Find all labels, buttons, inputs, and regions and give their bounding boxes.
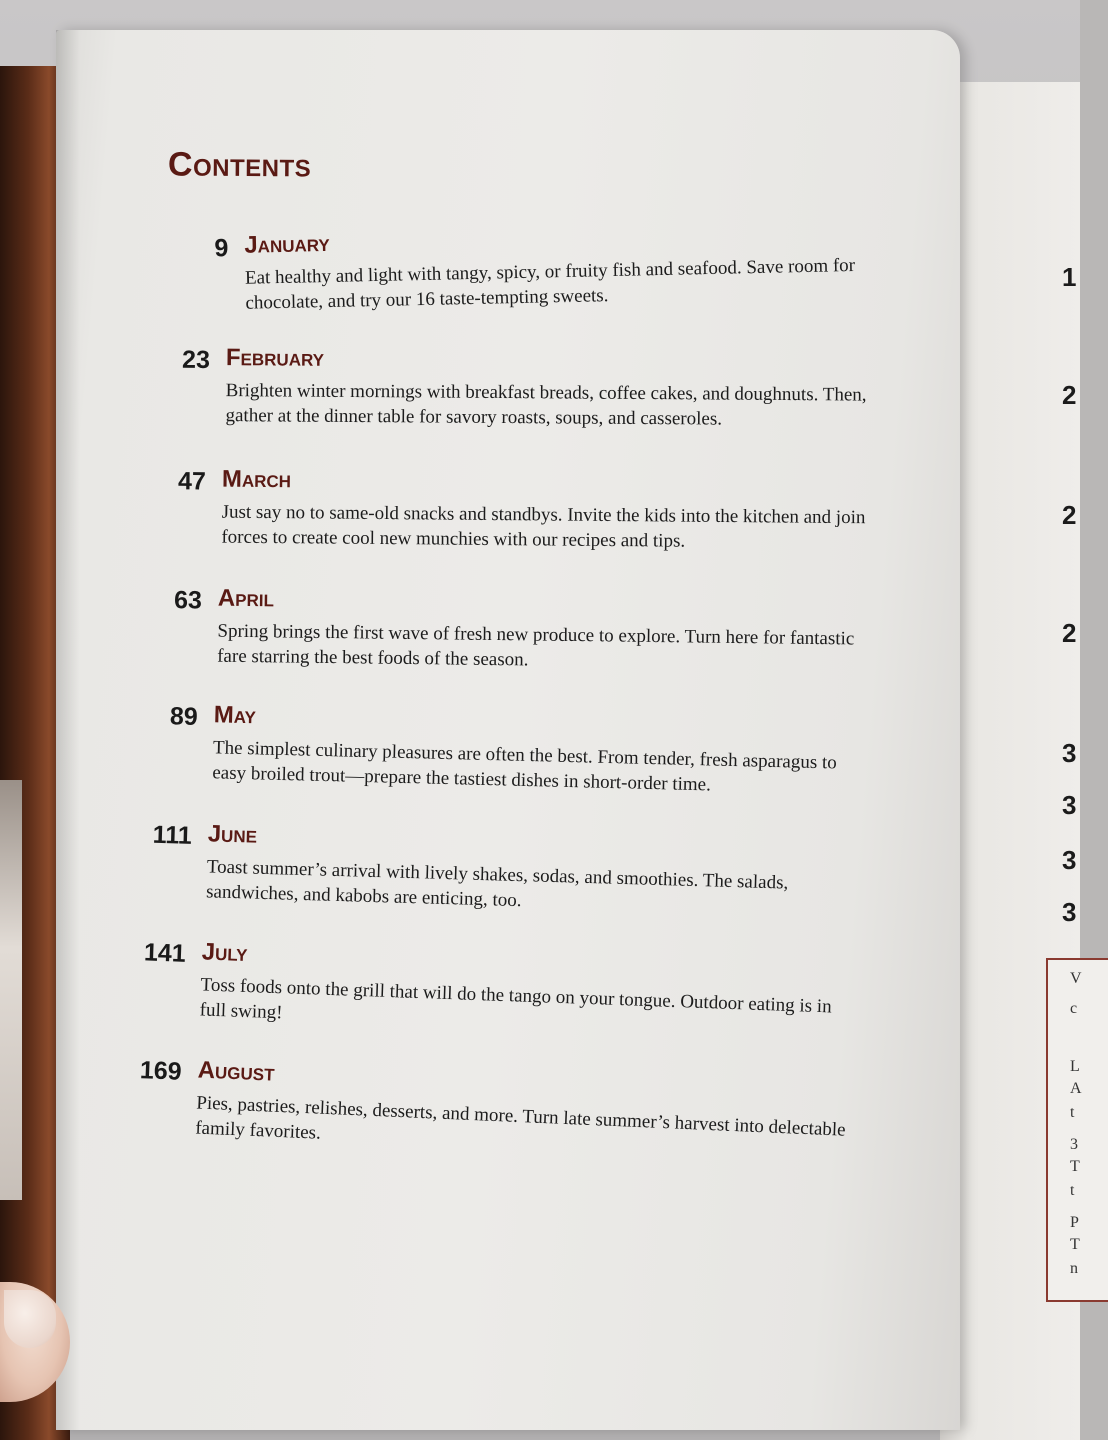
toc-description: Toss foods onto the grill that will do the tango on your tongue. Outdoor eating is in full swing! xyxy=(199,974,833,1024)
toc-month: March xyxy=(221,465,292,494)
sidebar-letter: A xyxy=(1070,1080,1082,1097)
sidebar-letter: 3 xyxy=(1070,1136,1078,1153)
toc-description: Just say no to same-old snacks and standbys. Invite the kids into the kitchen and join forces to create cool new munchies with our recipes and tips. xyxy=(221,501,866,552)
thumbnail xyxy=(4,1290,56,1348)
toc-page-number: 141 xyxy=(143,938,187,968)
right-page-number: 1 xyxy=(1062,262,1077,292)
toc-entry-august xyxy=(122,1055,846,1144)
toc-month: July xyxy=(201,938,249,968)
right-page-number: 2 xyxy=(1062,500,1077,530)
toc-page-number: 9 xyxy=(214,234,229,263)
toc-description: Pies, pastries, relishes, desserts, and more. Turn late summer’s harvest into delectable family favorites. xyxy=(194,1092,846,1144)
toc-entry-january xyxy=(168,221,868,314)
toc-entry-march xyxy=(146,465,866,552)
right-page-number: 3 xyxy=(1062,790,1077,820)
sidebar-letter: T xyxy=(1070,1236,1080,1253)
toc-page-number: 169 xyxy=(139,1056,183,1086)
toc-month: January xyxy=(244,229,331,259)
toc-page-number: 89 xyxy=(169,702,199,731)
toc-description: Spring brings the first wave of fresh new produce to explore. Turn here for fantastic fare starring the best foods of the season. xyxy=(217,620,855,671)
toc-page-number: 23 xyxy=(181,345,211,374)
page-title: Contents xyxy=(167,145,312,185)
toc-month: August xyxy=(197,1056,276,1087)
sidebar-letter: t xyxy=(1070,1182,1075,1199)
toc-entry-july xyxy=(126,938,833,1024)
toc-month: May xyxy=(213,701,257,730)
right-page-number: 3 xyxy=(1062,845,1077,875)
sidebar-letter: c xyxy=(1070,1000,1078,1017)
toc-description: The simplest culinary pleasures are often the best. From tender, fresh asparagus to easy broiled trout—prepare the tastiest dishes in short-order time. xyxy=(212,737,838,796)
toc-page-number: 111 xyxy=(152,820,193,850)
sidebar-letter: T xyxy=(1070,1158,1080,1175)
sidebar-letter: P xyxy=(1070,1214,1079,1231)
right-page-number: 2 xyxy=(1062,618,1077,648)
toc-month: June xyxy=(207,820,258,849)
sidebar-letter: V xyxy=(1070,970,1082,987)
toc-page-number: 47 xyxy=(177,467,207,496)
toc-month: February xyxy=(225,344,325,372)
toc-month: April xyxy=(217,584,275,613)
toc-page-number: 63 xyxy=(173,586,203,615)
right-page-number: 2 xyxy=(1062,380,1077,410)
toc-description: Brighten winter mornings with breakfast breads, coffee cakes, and doughnuts. Then, gather at the dinner table for savory roasts, soups, and casseroles. xyxy=(225,380,867,430)
toc-entry-april xyxy=(142,584,855,671)
toc-description: Toast summer’s arrival with lively shakes, sodas, and smoothies. The salads, sandwiches, and kabobs are enticing, too. xyxy=(205,856,789,912)
toc-entry-february xyxy=(150,344,867,430)
toc-description: Eat healthy and light with tangy, spicy, or fruity fish and seafood. Save room for chocolate, and try our 16 taste-tempting sweets. xyxy=(244,254,856,314)
right-page-number: 3 xyxy=(1062,897,1077,927)
right-page-number: 3 xyxy=(1062,738,1077,768)
toc-entry-may xyxy=(138,701,838,796)
sidebar-letter: L xyxy=(1070,1058,1080,1075)
toc-entry-june xyxy=(132,820,832,912)
sidebar-letter: n xyxy=(1070,1260,1078,1277)
sidebar-letter: t xyxy=(1070,1104,1075,1121)
